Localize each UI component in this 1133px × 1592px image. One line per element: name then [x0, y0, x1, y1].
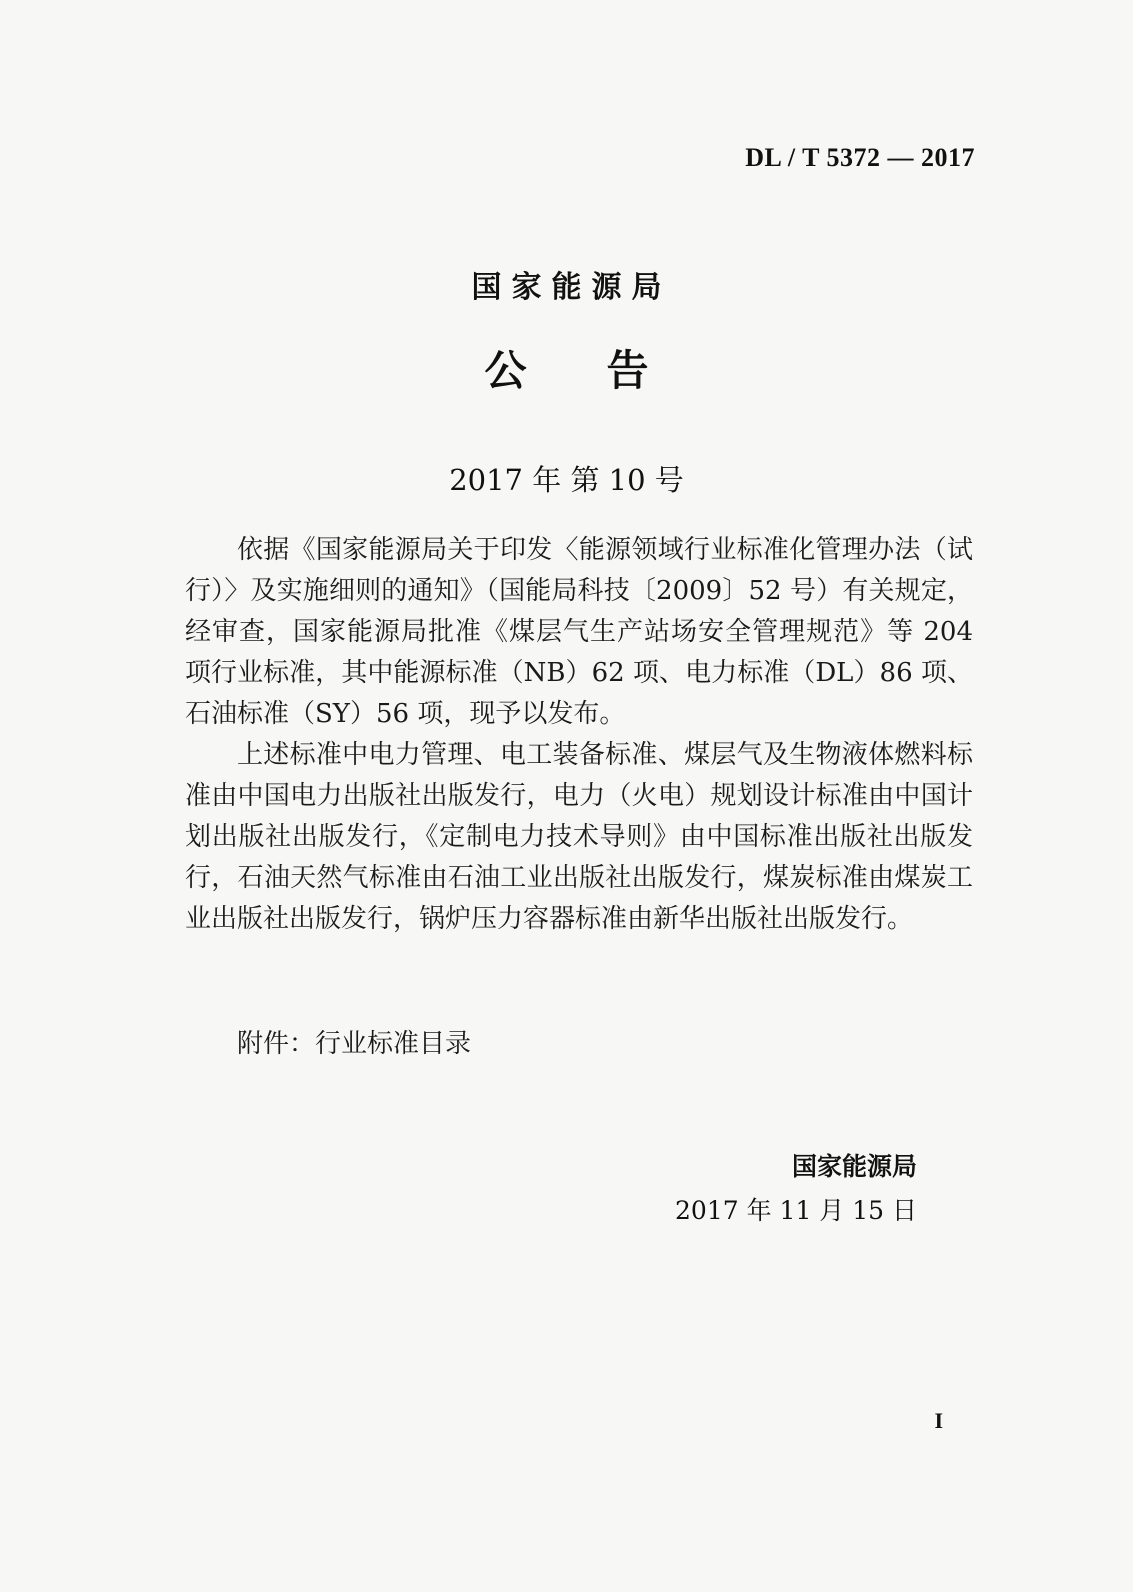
notice-number: 2017 年 第 10 号 — [449, 463, 684, 497]
page-number: I — [934, 1408, 943, 1433]
paragraph-1: 依据《国家能源局关于印发〈能源领域行业标准化管理办法（试行）〉及实施细则的通知》（国能局科技〔2009〕52 号）有关规定，经审查，国家能源局批准《煤层气生产站场安全管理规范》等 204 项行业标准，其中能源标准（NB）62 项、电力标准（DL）86 项、石油标准（SY）56 项，现予以发布。 — [185, 535, 973, 729]
standard-code: DL / T 5372 — 2017 — [745, 143, 975, 172]
paragraph-2: 上述标准中电力管理、电工装备标准、煤层气及生物液体燃料标准由中国电力出版社出版发行，电力（火电）规划设计标准由中国计划出版社出版发行，《定制电力技术导则》由中国标准出版社出版发行，石油天然气标准由石油工业出版社出版发行，煤炭标准由煤炭工业出版社出版发行，锅炉压力容器标准由新华出版社出版发行。 — [185, 740, 973, 934]
signature-organization: 国家能源局 — [791, 1152, 917, 1181]
signature-date: 2017 年 11 月 15 日 — [675, 1196, 917, 1225]
attachment-line: 附件：行业标准目录 — [237, 1029, 472, 1059]
issuer-heading: 国家能源局 — [471, 270, 672, 305]
signature-block — [675, 1145, 917, 1233]
notice-title: 公告 — [484, 346, 729, 395]
body-text — [185, 530, 973, 940]
